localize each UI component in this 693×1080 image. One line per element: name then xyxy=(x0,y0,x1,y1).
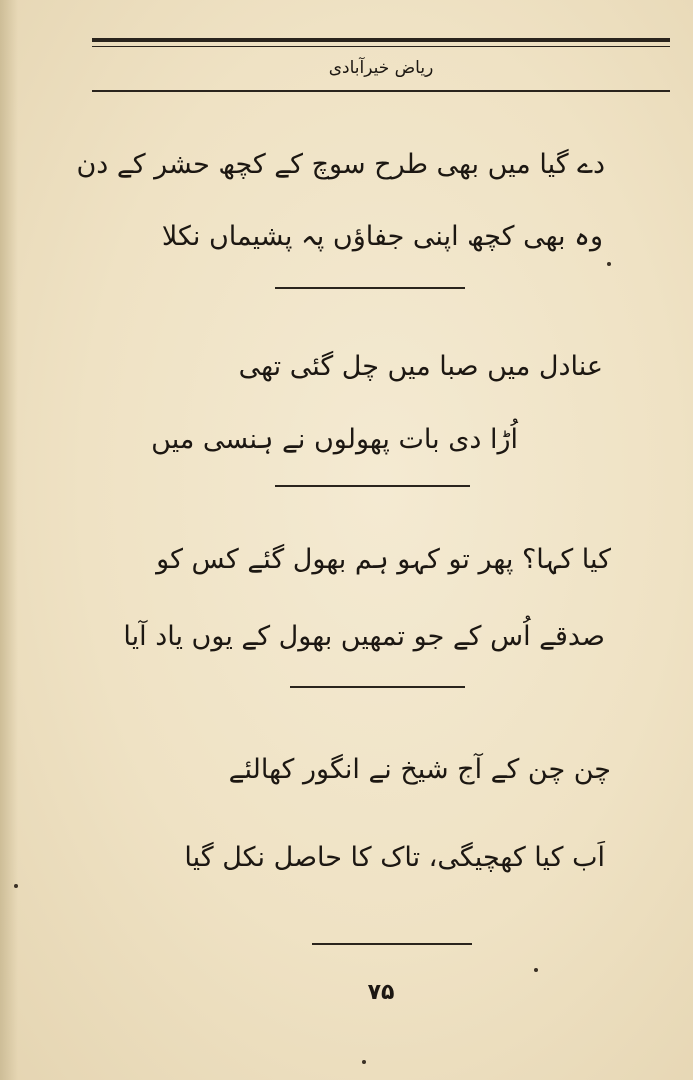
header-rule-thin xyxy=(92,46,670,47)
header-rule-thick xyxy=(92,38,670,42)
couplet-separator xyxy=(275,485,470,487)
couplet-separator xyxy=(275,287,465,289)
couplet-4-line-1: چن چن کے آج شیخ نے انگور کھالئے xyxy=(228,754,611,785)
print-speck xyxy=(362,1060,366,1064)
header-rule-bottom xyxy=(92,90,670,92)
print-speck xyxy=(534,968,538,972)
print-speck xyxy=(14,884,18,888)
couplet-1-line-1: دے گیا میں بھی طرح سوچ کے کچھ حشر کے دن xyxy=(76,149,605,180)
running-title: ریاض خیرآبادی xyxy=(328,58,434,78)
couplet-3-line-2: صدقے اُس کے جو تمھیں بھول کے یوں یاد آیا xyxy=(123,621,605,652)
couplet-3-line-1: کیا کہا؟ پھر تو کہو ہم بھول گئے کس کو xyxy=(156,544,611,575)
couplet-separator xyxy=(290,686,465,688)
end-separator xyxy=(312,943,472,945)
print-speck xyxy=(607,262,611,266)
couplet-2-line-2: اُڑا دی بات پھولوں نے ہنسی میں xyxy=(151,424,518,455)
couplet-4-line-2: اَب کیا کھچیگی، تاک کا حاصل نکل گیا xyxy=(184,842,605,873)
page-number: ۷۵ xyxy=(367,980,395,1005)
couplet-2-line-1: عنادل میں صبا میں چل گئی تھی xyxy=(238,351,603,382)
couplet-1-line-2: وہ بھی کچھ اپنی جفاؤں پہ پشیماں نکلا xyxy=(161,221,603,252)
